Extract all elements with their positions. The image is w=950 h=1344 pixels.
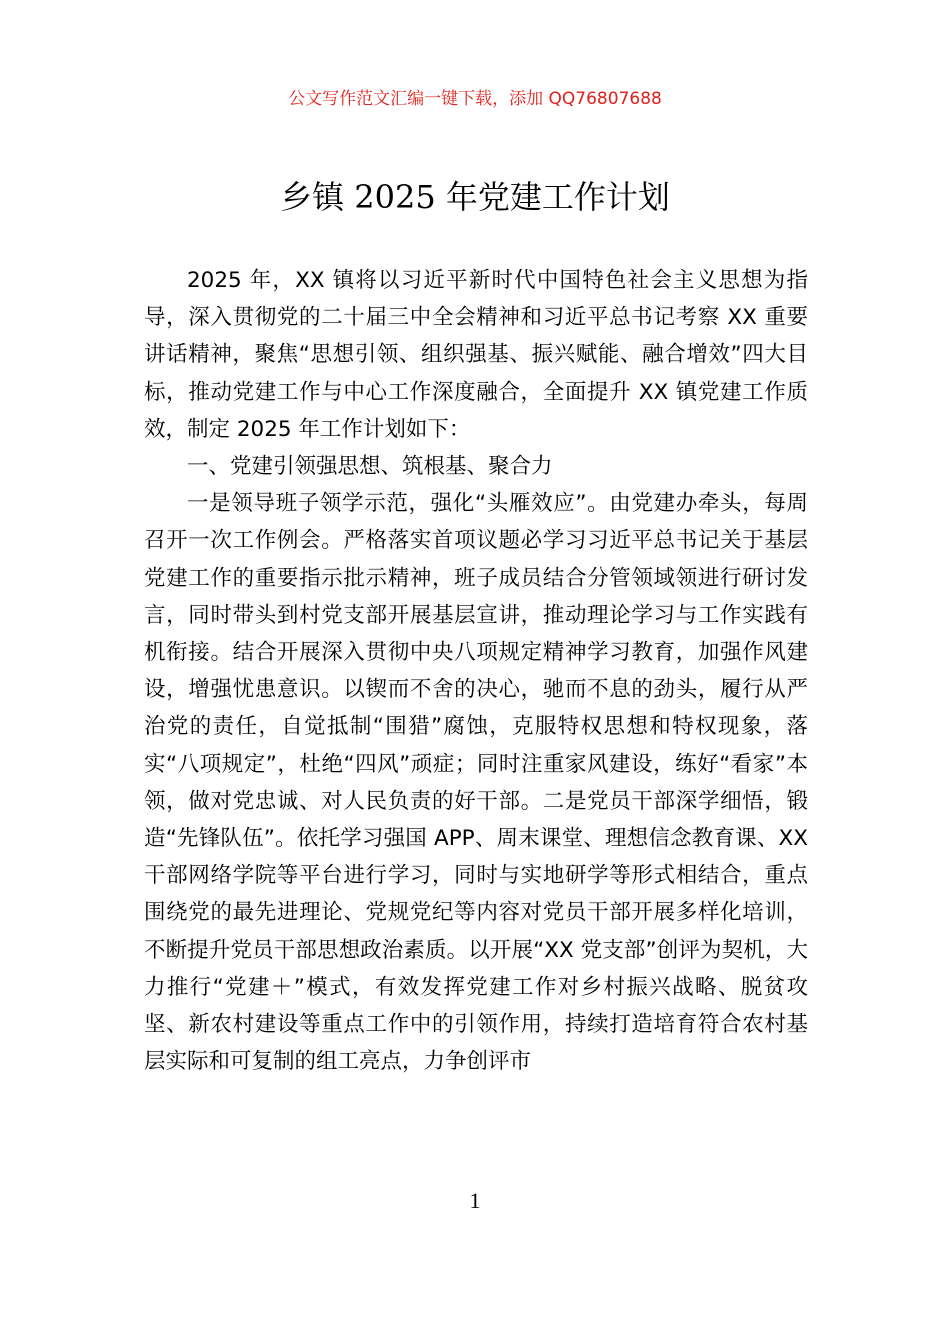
document-title: 乡镇 2025 年党建工作计划 — [280, 178, 670, 216]
intro-paragraph: 2025 年，XX 镇将以习近平新时代中国特色社会主义思想为指导，深入贯彻党的二十届三中全会精神和习近平总书记考察 XX 重要讲话精神，聚焦“思想引领、组织强基、振兴赋能、融合增效”四大目标，推动党建工作与中心工作深度融合，全面提升 XX 镇党建工作质效，制定 2025 年工作计划如下： — [144, 268, 808, 442]
document-body — [144, 262, 808, 1080]
body-paragraph: 一是领导班子领学示范，强化“头雁效应”。由党建办牵头，每周召开一次工作例会。严格落实首项议题必学习习近平总书记关于基层党建工作的重要指示批示精神，班子成员结合分管领域领进行研讨发言，同时带头到村党支部开展基层宣讲，推动理论学习与工作实践有机衔接。结合开展深入贯彻中央八项规定精神学习教育，加强作风建设，增强忧患意识。以锲而不舍的决心，驰而不息的劲头，履行从严治党的责任，自觉抵制“围猎”腐蚀，克服特权思想和特权现象，落实“八项规定”，杜绝“四风”顽症；同时注重家风建设，练好“看家”本领，做对党忠诚、对人民负责的好干部。二是党员干部深学细悟，锻造“先锋队伍”。依托学习强国 APP、周末课堂、理想信念教育课、XX 干部网络学院等平台进行学习，同时与实地研学等形式相结合，重点围绕党的最先进理论、党规党纪等内容对党员干部开展多样化培训，不断提升党员干部思想政治素质。以开展“XX 党支部”创评为契机，大力推行“党建＋”模式，有效发挥党建工作对乡村振兴战略、脱贫攻坚、新农村建设等重点工作中的引领作用，持续打造培育符合农村基层实际和可复制的组工亮点，力争创评市 — [144, 491, 808, 1075]
page-number: 1 — [469, 1188, 481, 1213]
section-heading: 一、党建引领强思想、筑根基、聚合力 — [187, 454, 553, 480]
download-banner: 公文写作范文汇编一键下载，添加 QQ76807688 — [288, 89, 662, 109]
